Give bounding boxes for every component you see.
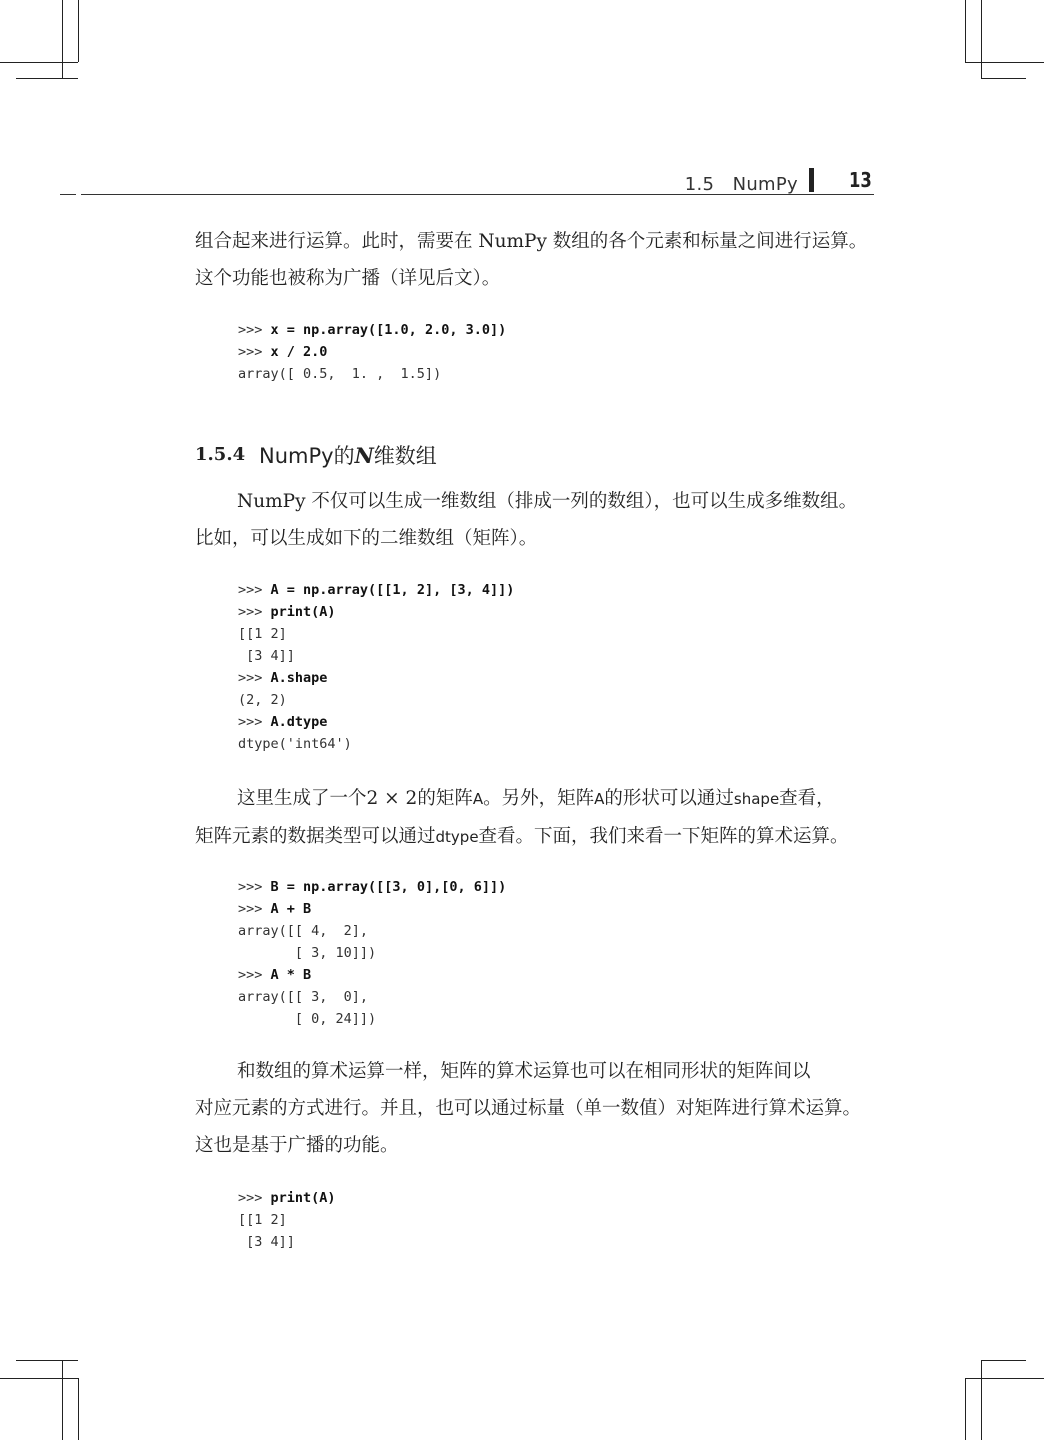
section-number: 1.5.4 bbox=[195, 444, 246, 465]
code-block-broadcast bbox=[238, 319, 838, 385]
code-output: array([ 0.5, 1. , 1.5]) bbox=[238, 366, 442, 382]
code-block-matrix-arithmetic bbox=[238, 876, 838, 1030]
code-prompt: >>> bbox=[238, 582, 271, 598]
code-output: dtype('int64') bbox=[238, 736, 352, 752]
code-output: array([[ 3, 0], bbox=[238, 989, 369, 1005]
code-block-print-matrix bbox=[238, 1187, 838, 1253]
paragraph-nd-array-intro bbox=[195, 483, 875, 557]
code-prompt: >>> bbox=[238, 714, 271, 730]
code-line bbox=[238, 711, 838, 733]
code-command: print(A) bbox=[270, 604, 336, 620]
code-block-matrix-create bbox=[238, 579, 838, 755]
running-header bbox=[60, 168, 874, 198]
code-line bbox=[238, 341, 838, 363]
code-prompt: >>> bbox=[238, 879, 271, 895]
section-title-part: 维数组 bbox=[373, 444, 437, 468]
text-span: 这里生成了一个 bbox=[237, 788, 367, 809]
code-command: A.shape bbox=[270, 670, 328, 686]
text-span: 查看， bbox=[779, 788, 835, 809]
code-line bbox=[238, 1187, 838, 1209]
code-prompt: >>> bbox=[238, 1190, 271, 1206]
code-line bbox=[238, 319, 838, 341]
text-span: 的形状可以通过 bbox=[604, 788, 734, 809]
header-section-title: 1.5 NumPy bbox=[684, 174, 798, 195]
code-output: [3 4]] bbox=[238, 1234, 295, 1250]
section-title-part: NumPy的 bbox=[259, 444, 355, 468]
code-command: print(A) bbox=[270, 1190, 336, 1206]
code-line bbox=[238, 667, 838, 689]
page-number: 13 bbox=[849, 168, 872, 192]
code-command: A = np.array([[1, 2], [3, 4]]) bbox=[270, 582, 515, 598]
code-line bbox=[238, 964, 838, 986]
math-expression: 2 × 2 bbox=[366, 788, 418, 809]
code-line bbox=[238, 579, 838, 601]
paragraph-line bbox=[195, 780, 875, 818]
code-command: A + B bbox=[270, 901, 312, 917]
inline-code: A bbox=[472, 790, 484, 808]
paragraph-matrix-shape bbox=[195, 780, 875, 856]
paragraph-line bbox=[195, 818, 875, 856]
code-output: [ 0, 24]]) bbox=[238, 1011, 377, 1027]
paragraph-line: NumPy 不仅可以生成一维数组（排成一列的数组），也可以生成多维数组。 bbox=[237, 491, 858, 512]
paragraph-line: 比如，可以生成如下的二维数组（矩阵）。 bbox=[195, 528, 538, 549]
paragraph-line: 这个功能也被称为广播（详见后文）。 bbox=[195, 268, 501, 289]
code-prompt: >>> bbox=[238, 604, 271, 620]
code-command: x / 2.0 bbox=[270, 344, 328, 360]
code-command: x = np.array([1.0, 2.0, 3.0]) bbox=[270, 322, 507, 338]
inline-code: shape bbox=[733, 790, 780, 808]
code-prompt: >>> bbox=[238, 670, 271, 686]
code-prompt: >>> bbox=[238, 967, 271, 983]
code-output: (2, 2) bbox=[238, 692, 287, 708]
text-span: 查看。下面，我们来看一下矩阵的算术运算。 bbox=[478, 826, 849, 847]
code-line bbox=[238, 876, 838, 898]
paragraph-line: 和数组的算术运算一样，矩阵的算术运算也可以在相同形状的矩阵间以 bbox=[237, 1061, 811, 1082]
code-prompt: >>> bbox=[238, 344, 271, 360]
code-command: B = np.array([[3, 0],[0, 6]]) bbox=[270, 879, 507, 895]
header-divider-bar bbox=[809, 168, 814, 192]
code-output: [3 4]] bbox=[238, 648, 295, 664]
code-prompt: >>> bbox=[238, 901, 271, 917]
inline-code: A bbox=[594, 790, 605, 808]
code-output: array([[ 4, 2], bbox=[238, 923, 369, 939]
code-output: [[1 2] bbox=[238, 1212, 287, 1228]
paragraph-line: 组合起来进行运算。此时，需要在 NumPy 数组的各个元素和标量之间进行运算。 bbox=[195, 231, 868, 252]
paragraph-line: 对应元素的方式进行。并且，也可以通过标量（单一数值）对矩阵进行算术运算。 bbox=[195, 1098, 862, 1119]
section-title-emphasis: N bbox=[354, 443, 374, 468]
code-command: A * B bbox=[270, 967, 312, 983]
paragraph-matrix-broadcast bbox=[195, 1053, 875, 1164]
paragraph-line: 这也是基于广播的功能。 bbox=[195, 1135, 399, 1156]
inline-code: dtype bbox=[435, 828, 479, 846]
paragraph-broadcast-intro bbox=[195, 223, 875, 297]
section-title bbox=[259, 440, 437, 470]
header-rule-short bbox=[60, 194, 76, 195]
text-span: 。另外，矩阵 bbox=[483, 788, 595, 809]
text-span: 矩阵元素的数据类型可以通过 bbox=[195, 826, 436, 847]
code-output: [[1 2] bbox=[238, 626, 287, 642]
code-output: [ 3, 10]]) bbox=[238, 945, 377, 961]
code-prompt: >>> bbox=[238, 322, 271, 338]
code-line bbox=[238, 898, 838, 920]
code-line bbox=[238, 601, 838, 623]
code-command: A.dtype bbox=[270, 714, 328, 730]
text-span: 的矩阵 bbox=[417, 788, 473, 809]
